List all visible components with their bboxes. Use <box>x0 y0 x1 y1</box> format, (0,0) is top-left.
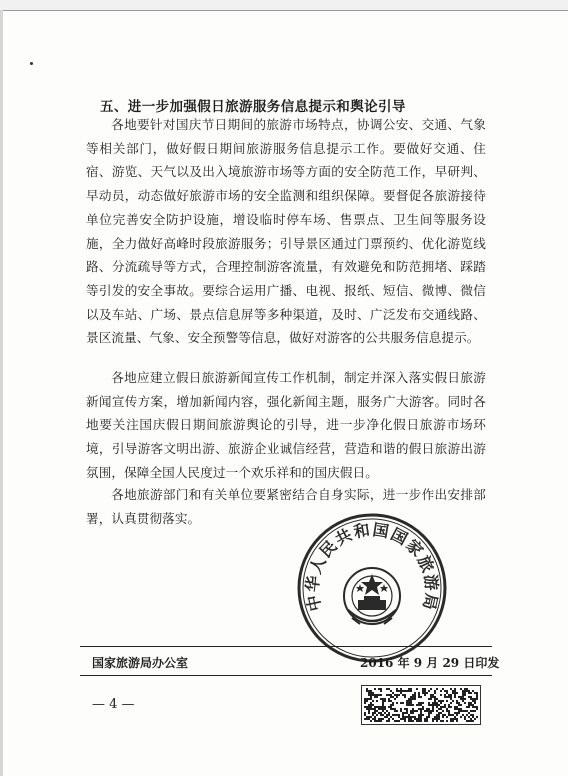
seal-text: 中华人民共和国国家旅游局 <box>302 519 442 613</box>
footer-top-rule <box>80 646 492 647</box>
paragraph-2: 各地应建立假日旅游新闻宣传工作机制，制定并深入落实假日旅游新闻宣传方案，增加新闻内容，强化新闻主题，服务广大游客。同时各地要关注国庆假日期间旅游舆论的引导，进一步净化假日旅游市场环境，引导游客文明出游、旅游企业诚信经营，营造和谐的假日旅游出游氛围，保障全国人民度过一个欢乐祥和的国庆假日。 <box>86 370 486 480</box>
page-number: — 4 — <box>92 697 135 712</box>
official-seal <box>296 512 448 664</box>
page-left-edge <box>0 10 3 776</box>
qr-barcode-icon <box>361 685 481 725</box>
page-top-edge <box>0 0 568 11</box>
footer-print-date: 2016 年 9 月 29 日印发 <box>360 656 500 670</box>
footer-bottom-rule <box>80 675 492 676</box>
paragraph-3: 各地旅游部门和有关单位要紧密结合自身实际，进一步作出安排部署，认真贯彻落实。 <box>86 487 486 526</box>
footer-issuing-office: 国家旅游局办公室 <box>92 656 189 670</box>
paragraph-1: 各地要针对国庆节日期间的旅游市场特点，协调公安、交通、气象等相关部门，做好假日期间旅游服务信息提示工作。要做好交通、住宿、游览、天气以及出入境旅游市场等方面的安全防范工作，早研判、早动员，动态做好旅游市场的安全监测和组织保障。要督促各旅游接待单位完善安全防护设施，增设临时停车场、售票点、卫生间等服务设施，全力做好高峰时段旅游服务；引导景区通过门票预约、优化游览线路、分流疏导等方式，合理控制游客流量，有效避免和防范拥堵、踩踏等引发的安全事故。要综合运用广播、电视、报纸、短信、微博、微信以及车站、广场、景点信息屏等多种渠道，及时、广泛发布交通线路、景区流量、气象、安全预警等信息，做好对游客的公共服务信息提示。 <box>86 117 486 346</box>
section-heading: 五、进一步加强假日旅游服务信息提示和舆论引导 <box>100 99 406 115</box>
national-emblem-icon <box>344 568 400 624</box>
scan-speck <box>30 62 33 65</box>
